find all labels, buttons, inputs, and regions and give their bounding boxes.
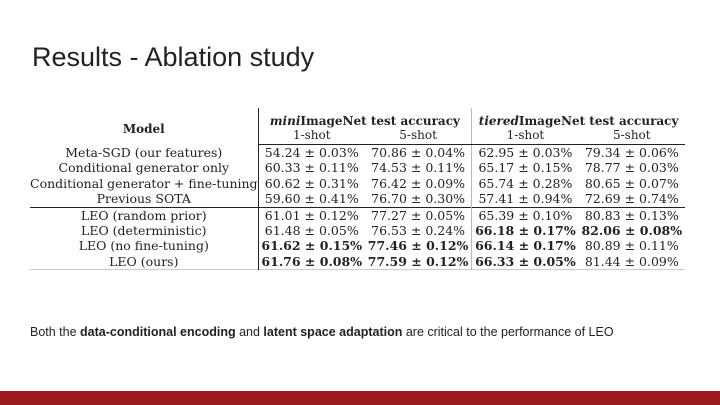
table-row: [30, 238, 685, 253]
value-cell: 76.42 ± 0.09%: [365, 176, 472, 191]
model-cell: Conditional generator + fine-tuning: [30, 175, 258, 191]
shot-header: 5-shot: [579, 129, 685, 145]
value-cell: 80.83 ± 0.13%: [579, 207, 685, 223]
table-row: [30, 207, 685, 223]
table-row: [30, 223, 685, 238]
value-cell: 78.77 ± 0.03%: [584, 160, 679, 176]
value-cell: 77.27 ± 0.05%: [365, 207, 472, 223]
value-cell: 77.59 ± 0.12%: [365, 254, 472, 270]
slide-caption: Both the data-conditional encoding and latent space adaptation are critical to the performance of LEO: [30, 325, 614, 339]
table-row: [30, 254, 685, 270]
model-column-header: Model: [30, 108, 258, 145]
shot-header: 1-shot: [472, 129, 579, 145]
value-cell: 66.14 ± 0.17%: [475, 238, 576, 254]
table-row: [30, 160, 685, 175]
value-cell: 76.53 ± 0.24%: [365, 223, 472, 238]
model-cell: LEO (no fine-tuning): [30, 238, 258, 253]
value-cell: 60.33 ± 0.11%: [264, 160, 359, 176]
value-cell: 77.46 ± 0.12%: [365, 238, 472, 253]
value-cell: 65.39 ± 0.10%: [472, 207, 579, 223]
value-cell: 59.60 ± 0.41%: [264, 191, 359, 207]
value-cell: 80.89 ± 0.11%: [584, 238, 679, 254]
model-cell: LEO (ours): [30, 254, 258, 270]
group-header-tieredimagenet: tieredImageNet test accuracy: [478, 114, 679, 128]
slide-title: Results - Ablation study: [32, 42, 315, 72]
table-row: [30, 191, 685, 207]
model-cell: LEO (deterministic): [30, 223, 258, 238]
value-cell: 79.34 ± 0.06%: [584, 145, 679, 160]
value-cell: 61.01 ± 0.12%: [258, 207, 365, 223]
model-cell: LEO (random prior): [30, 207, 258, 223]
value-cell: 76.70 ± 0.30%: [365, 191, 472, 207]
value-cell: 61.76 ± 0.08%: [261, 253, 363, 269]
value-cell: 57.41 ± 0.94%: [478, 191, 573, 207]
shot-header: 1-shot: [258, 129, 365, 145]
value-cell: 54.24 ± 0.03%: [264, 145, 359, 160]
value-cell: 66.18 ± 0.17%: [475, 223, 576, 239]
group-header-miniimagenet: miniImageNet test accuracy: [258, 108, 472, 129]
value-cell: 80.65 ± 0.07%: [584, 175, 679, 191]
value-cell: 81.44 ± 0.09%: [584, 253, 679, 269]
value-cell: 72.69 ± 0.74%: [584, 191, 679, 207]
footer-accent-bar: [0, 391, 720, 405]
value-cell: 61.62 ± 0.15%: [261, 238, 363, 254]
value-cell: 65.17 ± 0.15%: [478, 160, 573, 176]
value-cell: 70.86 ± 0.04%: [365, 145, 472, 161]
model-cell: Conditional generator only: [30, 160, 258, 175]
model-cell: Meta-SGD (our features): [30, 145, 258, 161]
value-cell: 82.06 ± 0.08%: [581, 223, 683, 239]
caption-emphasis: latent space adaptation: [263, 325, 403, 339]
value-cell: 65.74 ± 0.28%: [478, 175, 573, 191]
caption-emphasis: data-conditional encoding: [80, 325, 236, 339]
shot-header: 5-shot: [365, 129, 472, 145]
model-cell: Previous SOTA: [30, 191, 258, 207]
value-cell: 74.53 ± 0.11%: [365, 160, 472, 175]
table-row: [30, 145, 685, 161]
value-cell: 66.33 ± 0.05%: [475, 253, 576, 269]
value-cell: 61.48 ± 0.05%: [264, 223, 359, 239]
value-cell: 62.95 ± 0.03%: [478, 145, 573, 160]
value-cell: 60.62 ± 0.31%: [264, 175, 359, 191]
table-row: [30, 176, 685, 191]
results-table: [30, 108, 685, 270]
